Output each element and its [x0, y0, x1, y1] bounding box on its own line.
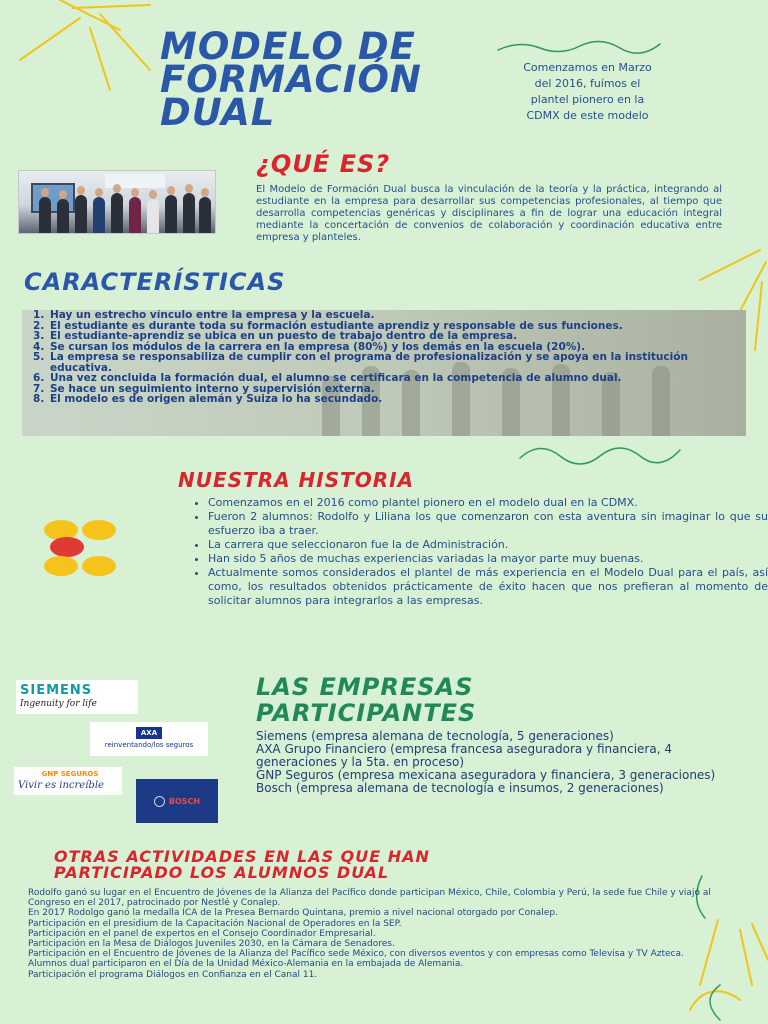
list-item: AXA Grupo Financiero (empresa francesa aseguradora y financiera, 4 generaciones y la 5ta. en proceso): [256, 742, 672, 769]
list-item: 5. La empresa se responsabiliza de cumplir con el programa de profesionalización y se apoya en la institución educativa.: [48, 352, 746, 373]
intro-text: [500, 60, 675, 124]
photo-person: [129, 197, 141, 233]
photo-person: [57, 199, 69, 233]
otras-title: [54, 849, 574, 881]
list-item: Participación en la Mesa de Diálogos Juveniles 2030, en la Cámara de Senadores.: [28, 939, 395, 950]
axa-logo-tagline: reinventando/los seguros: [104, 741, 194, 749]
list-item: • La carrera que seleccionaron fue la de Administración.: [208, 538, 768, 552]
list-item: 2. El estudiante es durante toda su formación estudiante aprendiz y responsable de sus funciones.: [48, 321, 746, 332]
otras-list: [28, 888, 728, 980]
empresas-list: [256, 730, 736, 795]
list-item: Participación en el presidium de la Capacitación Nacional de Operadores en la SEP.: [28, 918, 402, 929]
gnp-logo-name: GNP SEGUROS: [41, 770, 99, 778]
intro-line: plantel pionero en la: [530, 93, 645, 106]
list-item: • Comenzamos en el 2016 como plantel pionero en el modelo dual en la CDMX.: [208, 496, 768, 510]
list-item: Participación en el Encuentro de Jóvenes de la Alianza del Pacífico sede México, con diversos eventos y con empresas como Televisa y TV Azteca.: [28, 949, 684, 960]
siemens-logo-tagline: Ingenuity for life: [20, 699, 97, 709]
photo-person: [111, 193, 123, 233]
list-item: • Actualmente somos considerados el plantel de más experiencia en el Modelo Dual para el país, así como, los resultados obtenidos prácticamente de éxito hacen que nos prefieran al momento de solicitar alumnos para integrarlos a las empresas.: [208, 566, 768, 608]
axa-logo: [90, 722, 208, 756]
siemens-logo-name: SIEMENS: [20, 683, 93, 698]
photo-person: [39, 197, 51, 233]
que-es-text: El Modelo de Formación Dual busca la vinculación de la teoría y la práctica, integrando al estudiante en la empresa para desarrollar sus competencias profesionales, al tiempo que desarrolla competencias genéricas y disciplinares a fin de lograr una educación integral mediante la concertación de convenios de colaboración y coordinación educativa entre empresa y planteles.: [256, 184, 722, 243]
decor-dot: [44, 556, 78, 576]
empresas-title-line: LAS EMPRESAS: [256, 673, 474, 701]
list-item: Bosch (empresa alemana de tecnología e insumos, 2 generaciones): [256, 781, 664, 795]
caracteristicas-title: CARACTERÍSTICAS: [24, 268, 286, 296]
list-item: Siemens (empresa alemana de tecnología, 5 generaciones): [256, 729, 614, 743]
list-item: 8. El modelo es de origen alemán y Suiza lo ha secundado.: [48, 394, 746, 405]
list-item: Participación el programa Diálogos en Confianza en el Canal 11.: [28, 969, 318, 980]
list-item: Rodolfo ganó su lugar en el Encuentro de Jóvenes de la Alianza del Pacífico donde participan México, Chile, Colombia y Perú, la sede fue Chile y viajó al Congreso en el 2017, patrocinado por Nestlé y Conalep.: [28, 888, 711, 909]
list-item: 1. Hay un estrecho vínculo entre la empresa y la escuela.: [48, 310, 746, 321]
intro-line: Comenzamos en Marzo: [523, 61, 652, 74]
decor-dot: [50, 537, 84, 557]
axa-logo-mark: AXA: [136, 727, 162, 739]
group-photo: [18, 170, 216, 234]
que-es-title: ¿QUÉ ES?: [256, 150, 391, 178]
list-item: GNP Seguros (empresa mexicana aseguradora y financiera, 3 generaciones): [256, 768, 716, 782]
main-title-line: FORMACIÓN: [160, 58, 422, 101]
photo-person: [147, 199, 159, 233]
list-item: 3. El estudiante-aprendiz se ubica en un puesto de trabajo dentro de la empresa.: [48, 331, 746, 342]
historia-list: [192, 496, 768, 608]
main-title-line: MODELO DE: [160, 25, 416, 68]
intro-line: del 2016, fuímos el: [534, 77, 641, 90]
bosch-logo-name: BOSCH: [168, 796, 201, 806]
main-title-line: DUAL: [160, 91, 276, 134]
list-item: 6. Una vez concluida la formación dual, el alumno se certificara en la competencia de alumno dual.: [48, 373, 746, 384]
list-item: • Fueron 2 alumnos: Rodolfo y Liliana los que comenzaron con esta aventura sin imaginar lo que su esfuerzo iba a traer.: [208, 510, 768, 538]
photo-person: [165, 195, 177, 233]
list-item: En 2017 Rodolgo ganó la medalla ICA de la Presea Bernardo Quintana, premio a nivel nacional otorgado por Conalep.: [28, 908, 558, 919]
photo-person: [93, 197, 105, 233]
historia-title: NUESTRA HISTORIA: [178, 468, 415, 492]
list-item: 4. Se cursan los módulos de la carrera en la empresa (80%) y los demás en la escuela (20%).: [48, 342, 746, 353]
list-item: Alumnos dual participaron en el Día de la Unidad México-Alemania en la embajada de Alemania.: [28, 959, 464, 970]
empresas-title-line: PARTICIPANTES: [256, 699, 477, 727]
gnp-logo: [14, 767, 122, 795]
caracteristicas-panel: [22, 310, 746, 436]
photo-person: [199, 197, 211, 233]
list-item: • Han sido 5 años de muchas experiencias variadas la mayor parte muy buenas.: [208, 552, 768, 566]
bosch-ring-icon: [154, 796, 165, 807]
otras-title-line: OTRAS ACTIVIDADES EN LAS QUE HAN: [54, 847, 430, 866]
caracteristicas-list: [22, 310, 746, 405]
list-item: Participación en el panel de expertos en el Consejo Coordinador Empresarial.: [28, 928, 376, 939]
photo-person: [75, 195, 87, 233]
otras-title-line: PARTICIPADO LOS ALUMNOS DUAL: [54, 863, 390, 882]
intro-line: CDMX de este modelo: [526, 109, 649, 122]
decor-dot: [82, 520, 116, 540]
bosch-logo: [136, 779, 218, 823]
decor-dot: [82, 556, 116, 576]
siemens-logo: [16, 680, 138, 714]
photo-person: [183, 193, 195, 233]
main-title: [160, 25, 460, 134]
list-item: 7. Se hace un seguimiento interno y supervisión externa.: [48, 384, 746, 395]
empresas-title: [256, 674, 576, 726]
gnp-logo-tagline: Vivir es increíble: [18, 780, 104, 791]
